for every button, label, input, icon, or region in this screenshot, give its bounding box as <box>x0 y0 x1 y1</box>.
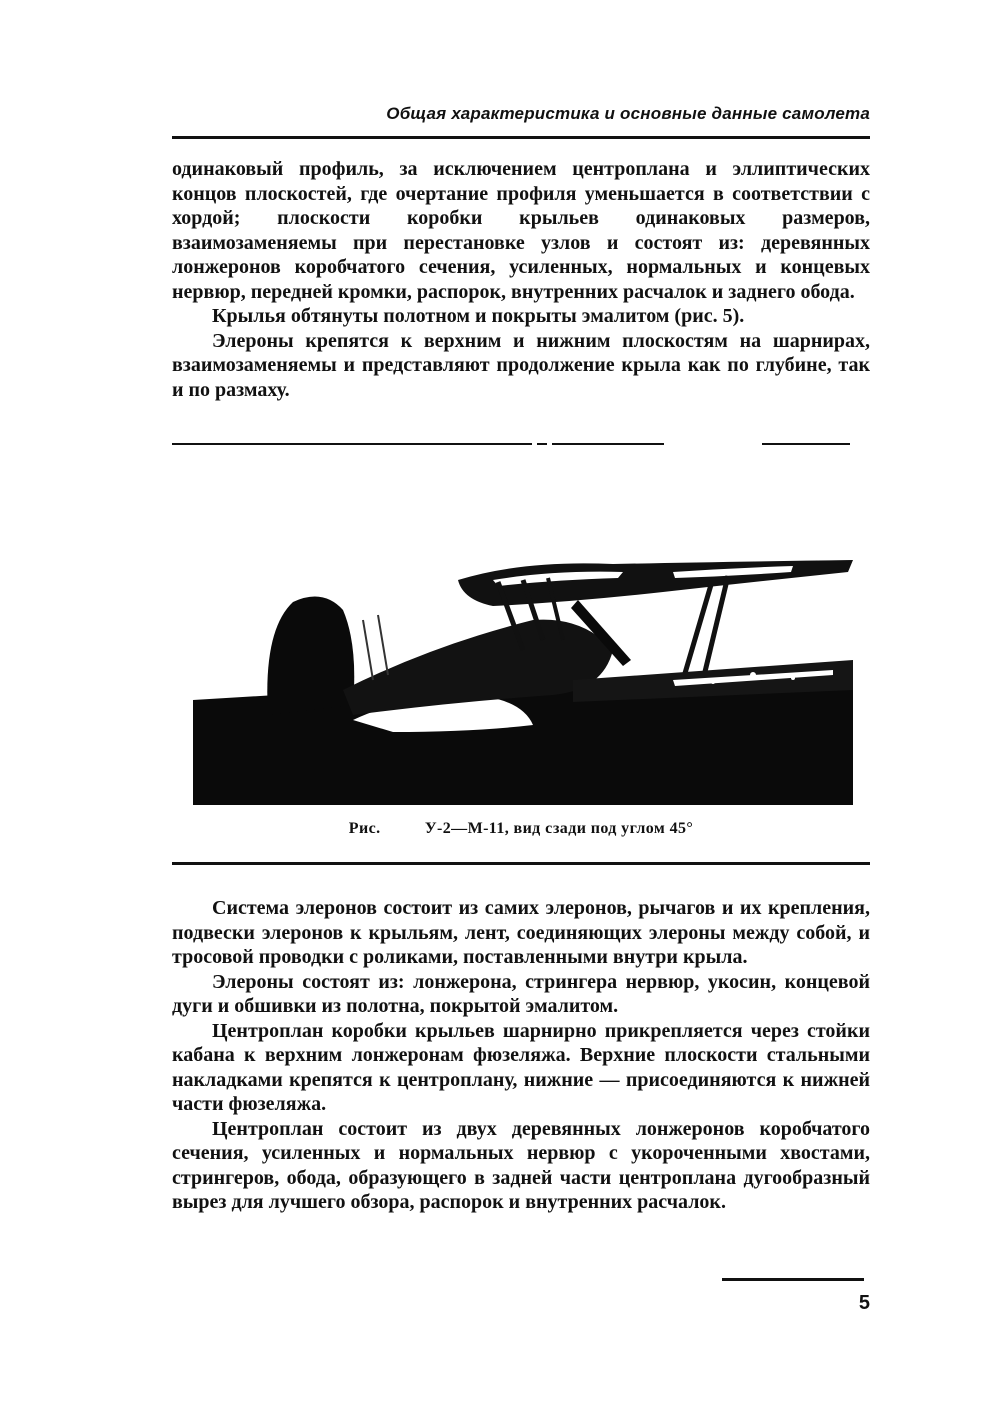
header-rule <box>172 136 870 139</box>
paragraph: Система элеронов состоит из самих элеронов, рычагов и их крепления, подвески элеронов к крыльям, лент, соединяющих элероны между собой, и тросовой проводки с роликами, поставленными внутри крыла. <box>172 897 870 968</box>
figure-label: Рис. <box>348 820 381 837</box>
figure-caption <box>172 820 870 838</box>
broken-divider <box>172 440 870 448</box>
paragraph: Центроплан состоит из двух деревянных лонжеронов коробчатого сечения, усиленных и нормальных нервюр с укороченными хвостами, стрингеров, обода, образующего в задней части центроплана дугообразный вырез для лучшего обзора, распорок и внутренних расчалок. <box>172 1117 870 1213</box>
caption-rule <box>172 862 870 865</box>
page-number: 5 <box>858 1292 870 1314</box>
bottom-text-block <box>172 896 870 1215</box>
figure-caption-text: У-2—М-11, вид сзади под углом 45° <box>424 820 694 837</box>
paragraph: Элероны состоят из: лонжерона, стрингера нервюр, укосин, концевой дуги и обшивки из полотна, покрытой эмалитом. <box>172 970 870 1017</box>
footer-rule <box>722 1278 864 1281</box>
running-header: Общая характеристика и основные данные самолета <box>386 104 870 123</box>
paragraph: Элероны крепятся к верхним и нижним плоскостям на шарнирах, взаимозаменяемы и представляют продолжение крыла как по глубине, так и по размаху. <box>172 329 870 401</box>
paragraph: одинаковый профиль, за исключением центроплана и эллиптических концов плоскостей, где очертание профиля уменьшается в соответствии с хордой; плоскости коробки крыльев одинаковых размеров, взаимозаменяемы при перестановке узлов и состоят из: деревянных лонжеронов коробчатого сечения, усиленных, нормальных и концевых нервюр, передней кромки, распорок, внутренних расчалок и заднего обода. <box>172 158 870 303</box>
paragraph: Центроплан коробки крыльев шарнирно прикрепляется через стойки кабана к верхним лонжеронам фюзеляжа. Верхние плоскости стальными накладками крепятся к центроплану, нижние — присоединяются к нижней части фюзеляжа. <box>172 1019 870 1115</box>
paragraph: Крылья обтянуты полотном и покрыты эмалитом (рис. 5). <box>212 305 745 327</box>
biplane-photo-icon <box>193 520 853 805</box>
top-text-block <box>172 157 870 402</box>
